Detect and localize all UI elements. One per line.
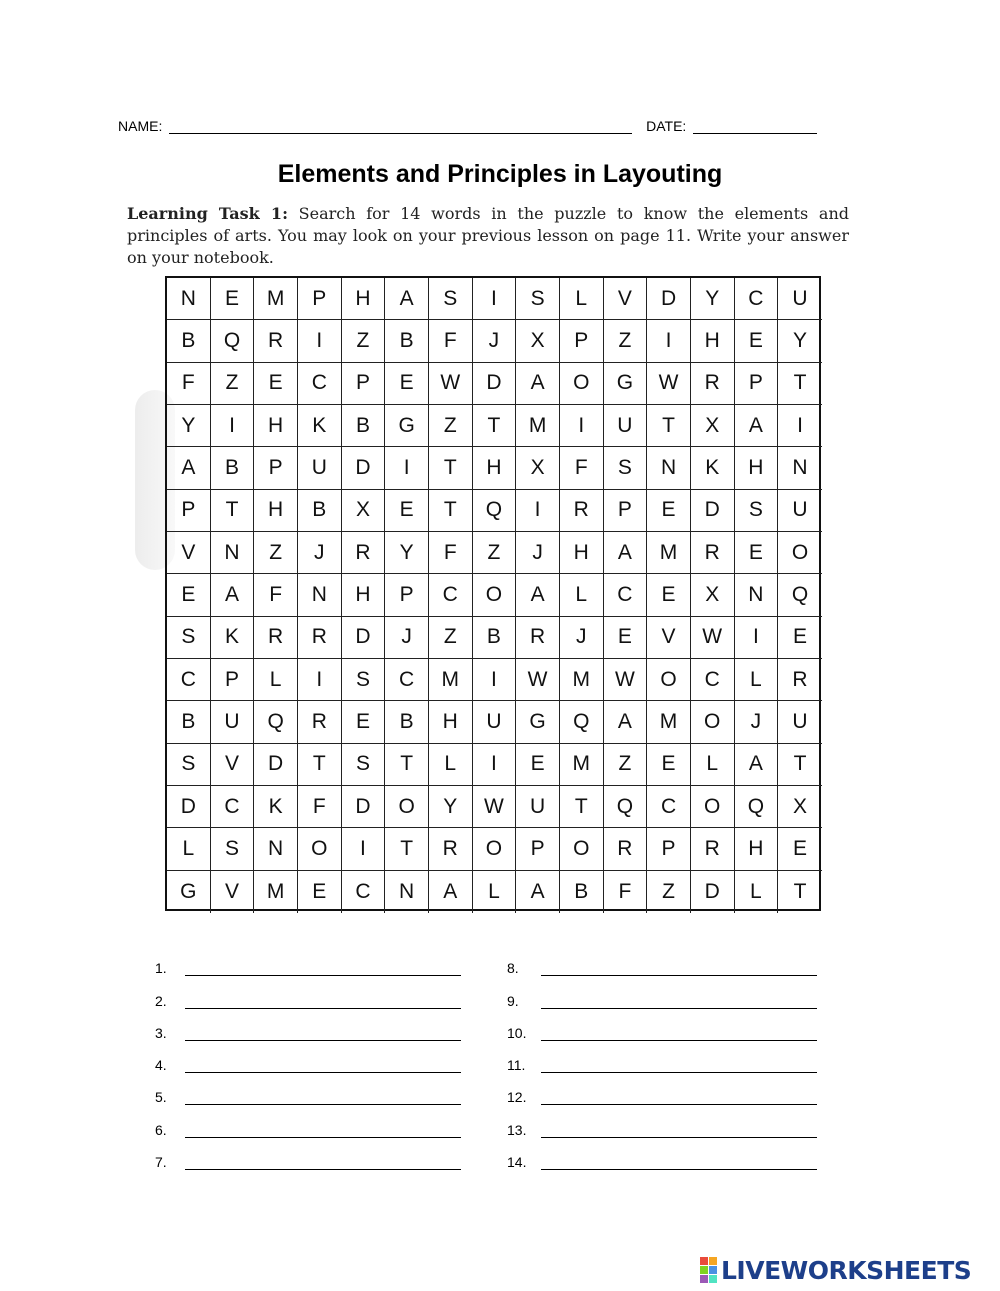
grid-cell: B — [167, 320, 211, 362]
answer-number: 7. — [155, 1154, 167, 1171]
grid-cell: O — [560, 363, 604, 405]
grid-cell: Z — [211, 363, 255, 405]
grid-cell: E — [735, 320, 779, 362]
grid-cell: P — [516, 828, 560, 870]
grid-cell: Z — [647, 871, 691, 913]
grid-cell: M — [560, 744, 604, 786]
grid-cell: O — [647, 659, 691, 701]
answer-field[interactable] — [185, 996, 461, 1009]
grid-cell: F — [560, 447, 604, 489]
grid-cell: B — [167, 701, 211, 743]
grid-cell: E — [385, 490, 429, 532]
grid-cell: B — [211, 447, 255, 489]
grid-cell: N — [778, 447, 822, 489]
grid-cell: S — [516, 278, 560, 320]
grid-cell: M — [647, 532, 691, 574]
grid-cell: Q — [604, 786, 648, 828]
grid-cell: D — [342, 786, 386, 828]
grid-cell: E — [342, 701, 386, 743]
grid-cell: E — [647, 574, 691, 616]
grid-cell: P — [211, 659, 255, 701]
grid-cell: H — [560, 532, 604, 574]
answer-number: 14. — [507, 1154, 527, 1171]
grid-cell: A — [604, 701, 648, 743]
answer-field[interactable] — [541, 1028, 817, 1041]
answer-row — [155, 976, 461, 1008]
grid-cell: X — [342, 490, 386, 532]
grid-cell: N — [254, 828, 298, 870]
grid-cell: I — [516, 490, 560, 532]
grid-cell: R — [604, 828, 648, 870]
grid-cell: B — [298, 490, 342, 532]
grid-cell: B — [342, 405, 386, 447]
grid-cell: T — [778, 363, 822, 405]
grid-cell: R — [298, 617, 342, 659]
grid-cell: X — [778, 786, 822, 828]
grid-cell: I — [735, 617, 779, 659]
grid-cell: Q — [211, 320, 255, 362]
grid-cell: W — [604, 659, 648, 701]
grid-cell: Z — [429, 405, 473, 447]
header-line — [118, 118, 838, 134]
grid-cell: G — [167, 871, 211, 913]
grid-cell: Q — [778, 574, 822, 616]
grid-cell: P — [560, 320, 604, 362]
grid-cell: I — [560, 405, 604, 447]
grid-cell: F — [167, 363, 211, 405]
answer-row — [507, 1073, 817, 1105]
grid-cell: M — [560, 659, 604, 701]
grid-cell: V — [167, 532, 211, 574]
grid-cell: I — [298, 659, 342, 701]
grid-cell: R — [254, 320, 298, 362]
grid-cell: B — [385, 701, 429, 743]
grid-cell: L — [473, 871, 517, 913]
answer-number: 11. — [507, 1057, 526, 1074]
answer-number: 1. — [155, 960, 167, 977]
logo-block — [709, 1257, 717, 1265]
grid-cell: Y — [167, 405, 211, 447]
grid-cell: L — [691, 744, 735, 786]
grid-cell: Y — [385, 532, 429, 574]
grid-cell: M — [429, 659, 473, 701]
grid-cell: P — [604, 490, 648, 532]
grid-cell: I — [298, 320, 342, 362]
grid-cell: G — [604, 363, 648, 405]
grid-cell: M — [647, 701, 691, 743]
grid-cell: R — [560, 490, 604, 532]
grid-cell: D — [691, 871, 735, 913]
word-search-grid — [165, 276, 821, 911]
logo-block — [709, 1275, 717, 1283]
logo-block — [700, 1266, 708, 1274]
answer-row — [507, 1041, 817, 1073]
grid-cell: R — [516, 617, 560, 659]
grid-cell: E — [647, 490, 691, 532]
grid-cell: U — [473, 701, 517, 743]
grid-cell: T — [429, 447, 473, 489]
answers-left-column — [155, 944, 461, 1170]
grid-cell: H — [254, 490, 298, 532]
answers-right-column — [507, 944, 817, 1170]
grid-cell: E — [778, 828, 822, 870]
grid-cell: X — [516, 447, 560, 489]
grid-cell: C — [604, 574, 648, 616]
grid-cell: H — [342, 574, 386, 616]
grid-cell: P — [298, 278, 342, 320]
grid-cell: H — [735, 828, 779, 870]
grid-cell: P — [647, 828, 691, 870]
answer-row — [155, 1009, 461, 1041]
grid-cell: C — [167, 659, 211, 701]
grid-cell: C — [385, 659, 429, 701]
grid-cell: B — [473, 617, 517, 659]
grid-cell: T — [778, 744, 822, 786]
grid-cell: L — [429, 744, 473, 786]
grid-cell: D — [647, 278, 691, 320]
grid-cell: V — [211, 744, 255, 786]
grid-cell: R — [429, 828, 473, 870]
grid-cell: T — [473, 405, 517, 447]
grid-cell: Z — [604, 744, 648, 786]
grid-cell: G — [516, 701, 560, 743]
grid-cell: A — [167, 447, 211, 489]
grid-cell: X — [516, 320, 560, 362]
grid-cell: W — [429, 363, 473, 405]
grid-cell: V — [604, 278, 648, 320]
grid-cell: H — [254, 405, 298, 447]
grid-cell: F — [604, 871, 648, 913]
grid-cell: B — [385, 320, 429, 362]
grid-cell: C — [429, 574, 473, 616]
grid-cell: T — [211, 490, 255, 532]
grid-cell: E — [735, 532, 779, 574]
grid-cell: C — [647, 786, 691, 828]
grid-cell: S — [167, 744, 211, 786]
grid-cell: Z — [429, 617, 473, 659]
answer-field[interactable] — [185, 1092, 461, 1105]
grid-cell: L — [560, 278, 604, 320]
grid-cell: A — [211, 574, 255, 616]
answer-field[interactable] — [541, 1092, 817, 1105]
grid-cell: E — [516, 744, 560, 786]
grid-cell: Z — [604, 320, 648, 362]
grid-cell: S — [342, 659, 386, 701]
grid-cell: E — [385, 363, 429, 405]
answer-row — [507, 944, 817, 976]
grid-cell: T — [560, 786, 604, 828]
grid-cell: C — [735, 278, 779, 320]
grid-cell: M — [254, 278, 298, 320]
grid-cell: P — [167, 490, 211, 532]
grid-cell: K — [298, 405, 342, 447]
answer-row — [155, 1041, 461, 1073]
grid-cell: W — [473, 786, 517, 828]
answer-field[interactable] — [185, 1125, 461, 1138]
grid-cell: U — [778, 278, 822, 320]
answer-number: 3. — [155, 1024, 167, 1041]
grid-cell: I — [473, 278, 517, 320]
grid-cell: R — [342, 532, 386, 574]
grid-cell: O — [298, 828, 342, 870]
grid-cell: R — [778, 659, 822, 701]
grid-cell: W — [516, 659, 560, 701]
answer-field[interactable] — [185, 963, 461, 976]
grid-cell: I — [473, 659, 517, 701]
grid-cell: O — [560, 828, 604, 870]
task-instructions — [127, 203, 849, 269]
page-title: Elements and Principles in Layouting — [277, 160, 723, 188]
grid-cell: D — [167, 786, 211, 828]
grid-cell: N — [298, 574, 342, 616]
grid-cell: F — [429, 532, 473, 574]
grid-cell: E — [167, 574, 211, 616]
grid-cell: X — [691, 405, 735, 447]
grid-cell: L — [735, 659, 779, 701]
grid-cell: I — [647, 320, 691, 362]
grid-cell: F — [254, 574, 298, 616]
grid-cell: O — [691, 701, 735, 743]
grid-cell: M — [254, 871, 298, 913]
grid-cell: J — [560, 617, 604, 659]
answer-row — [155, 1073, 461, 1105]
grid-cell: U — [778, 701, 822, 743]
grid-cell: R — [691, 532, 735, 574]
answer-number: 6. — [155, 1121, 167, 1138]
grid-cell: S — [604, 447, 648, 489]
grid-cell: L — [735, 871, 779, 913]
grid-cell: N — [735, 574, 779, 616]
grid-cell: H — [473, 447, 517, 489]
grid-cell: O — [473, 828, 517, 870]
grid-cell: J — [298, 532, 342, 574]
answer-field[interactable] — [541, 1157, 817, 1170]
grid-cell: S — [211, 828, 255, 870]
logo-block — [700, 1275, 708, 1283]
grid-cell: A — [516, 871, 560, 913]
grid-cell: G — [385, 405, 429, 447]
grid-cell: N — [647, 447, 691, 489]
grid-cell: T — [385, 744, 429, 786]
name-field[interactable] — [169, 120, 632, 134]
grid-cell: R — [298, 701, 342, 743]
grid-cell: I — [473, 744, 517, 786]
grid-cell: I — [778, 405, 822, 447]
grid-cell: A — [516, 363, 560, 405]
grid-cell: N — [167, 278, 211, 320]
grid-cell: T — [793, 879, 807, 903]
grid-cell: A — [735, 744, 779, 786]
grid-cell: D — [691, 490, 735, 532]
grid-cell: D — [254, 744, 298, 786]
answer-field[interactable] — [185, 1060, 461, 1073]
grid-cell: A — [735, 405, 779, 447]
grid-cell: C — [691, 659, 735, 701]
answer-field[interactable] — [185, 1157, 461, 1170]
answer-row — [507, 1105, 817, 1137]
grid-cell: C — [342, 871, 386, 913]
grid-cell: Z — [473, 532, 517, 574]
grid-cell: K — [254, 786, 298, 828]
grid-cell: I — [342, 828, 386, 870]
grid-cell: K — [691, 447, 735, 489]
grid-cell: Z — [254, 532, 298, 574]
grid-cell: D — [342, 447, 386, 489]
grid-cell: N — [211, 532, 255, 574]
grid-cell: E — [778, 617, 822, 659]
grid-cell: U — [778, 490, 822, 532]
answer-row — [507, 976, 817, 1008]
grid-cell: O — [778, 532, 822, 574]
grid-cell: U — [516, 786, 560, 828]
logo-block — [700, 1257, 708, 1265]
grid-cell: A — [429, 871, 473, 913]
grid-cell: X — [691, 574, 735, 616]
grid-cell: Z — [342, 320, 386, 362]
grid-cell: J — [385, 617, 429, 659]
grid-cell: E — [298, 871, 342, 913]
grid-cell: Y — [429, 786, 473, 828]
grid-cell: R — [691, 828, 735, 870]
grid-cell: J — [735, 701, 779, 743]
grid-cell: P — [385, 574, 429, 616]
answer-row — [507, 1138, 817, 1170]
grid-cell: O — [385, 786, 429, 828]
grid-cell: T — [429, 490, 473, 532]
grid-cell: S — [735, 490, 779, 532]
grid-cell: U — [211, 701, 255, 743]
answer-field[interactable] — [541, 1125, 817, 1138]
answer-row — [155, 944, 461, 976]
grid-cell: J — [516, 532, 560, 574]
task-text: Search for 14 words in the puzzle to know the elements and principles of arts. You may look on your previous lesson on page 11. Write your answer on your notebook. — [127, 204, 850, 267]
grid-cell: O — [691, 786, 735, 828]
answer-row — [507, 1009, 817, 1041]
grid-cell: E — [604, 617, 648, 659]
grid-cell: T — [647, 405, 691, 447]
grid-cell: T — [385, 828, 429, 870]
grid-cell: K — [211, 617, 255, 659]
name-label: NAME: — [118, 118, 163, 134]
answer-field[interactable] — [541, 996, 817, 1009]
grid-cell: S — [167, 617, 211, 659]
answer-number: 4. — [155, 1057, 167, 1074]
grid-cell: J — [473, 320, 517, 362]
grid-cell: H — [429, 701, 473, 743]
grid-cell: H — [735, 447, 779, 489]
answer-number: 8. — [507, 960, 519, 977]
liveworksheets-brand — [700, 1255, 971, 1285]
date-label: DATE: — [646, 118, 687, 134]
grid-cell: P — [254, 447, 298, 489]
grid-cell: U — [298, 447, 342, 489]
liveworksheets-logo-icon — [700, 1257, 717, 1283]
answer-number: 9. — [507, 992, 519, 1009]
answer-number: 10. — [507, 1024, 527, 1041]
grid-cell: B — [560, 871, 604, 913]
grid-cell: L — [167, 828, 211, 870]
grid-cell: R — [254, 617, 298, 659]
answer-number: 2. — [155, 992, 167, 1009]
grid-cell: S — [429, 278, 473, 320]
grid-cell: P — [735, 363, 779, 405]
brand-name: LIVEWORKSHEETS — [721, 1255, 972, 1285]
grid-cell: L — [254, 659, 298, 701]
grid-cell: Y — [691, 278, 735, 320]
grid-cell: S — [342, 744, 386, 786]
grid-cell: A — [604, 532, 648, 574]
grid-cell: C — [211, 786, 255, 828]
answer-row — [155, 1105, 461, 1137]
grid-cell: O — [473, 574, 517, 616]
grid-cell: T — [298, 744, 342, 786]
grid-cell: U — [604, 405, 648, 447]
grid-cell: L — [560, 574, 604, 616]
grid-cell: Q — [254, 701, 298, 743]
grid-cell: N — [385, 871, 429, 913]
grid-cell: V — [211, 871, 255, 913]
grid-cell: F — [429, 320, 473, 362]
grid-cell: E — [254, 363, 298, 405]
grid-cell: H — [691, 320, 735, 362]
answer-number: 5. — [155, 1089, 167, 1106]
grid-cell: I — [211, 405, 255, 447]
grid-cell: W — [647, 363, 691, 405]
grid-cell: W — [691, 617, 735, 659]
logo-block — [709, 1266, 717, 1274]
grid-cell: H — [342, 278, 386, 320]
grid-cell: C — [298, 363, 342, 405]
grid-cell: E — [647, 744, 691, 786]
grid-cell: V — [647, 617, 691, 659]
answer-field[interactable] — [541, 1060, 817, 1073]
date-field[interactable] — [693, 120, 817, 134]
answer-field[interactable] — [185, 1028, 461, 1041]
grid-cell: A — [385, 278, 429, 320]
grid-cell: Y — [778, 320, 822, 362]
grid-cell: D — [473, 363, 517, 405]
grid-cell: R — [691, 363, 735, 405]
grid-cell: D — [342, 617, 386, 659]
grid-cell: A — [516, 574, 560, 616]
answer-number: 12. — [507, 1089, 527, 1106]
grid-cell: M — [516, 405, 560, 447]
answer-number: 13. — [507, 1121, 527, 1138]
grid-cell: E — [211, 278, 255, 320]
grid-cell: P — [342, 363, 386, 405]
grid-cell: Q — [473, 490, 517, 532]
answer-field[interactable] — [541, 963, 817, 976]
answer-row — [155, 1138, 461, 1170]
grid-cell: Q — [735, 786, 779, 828]
task-label: Learning Task 1: — [127, 204, 288, 223]
grid-cell: I — [385, 447, 429, 489]
grid-cell: F — [298, 786, 342, 828]
grid-cell: Q — [560, 701, 604, 743]
